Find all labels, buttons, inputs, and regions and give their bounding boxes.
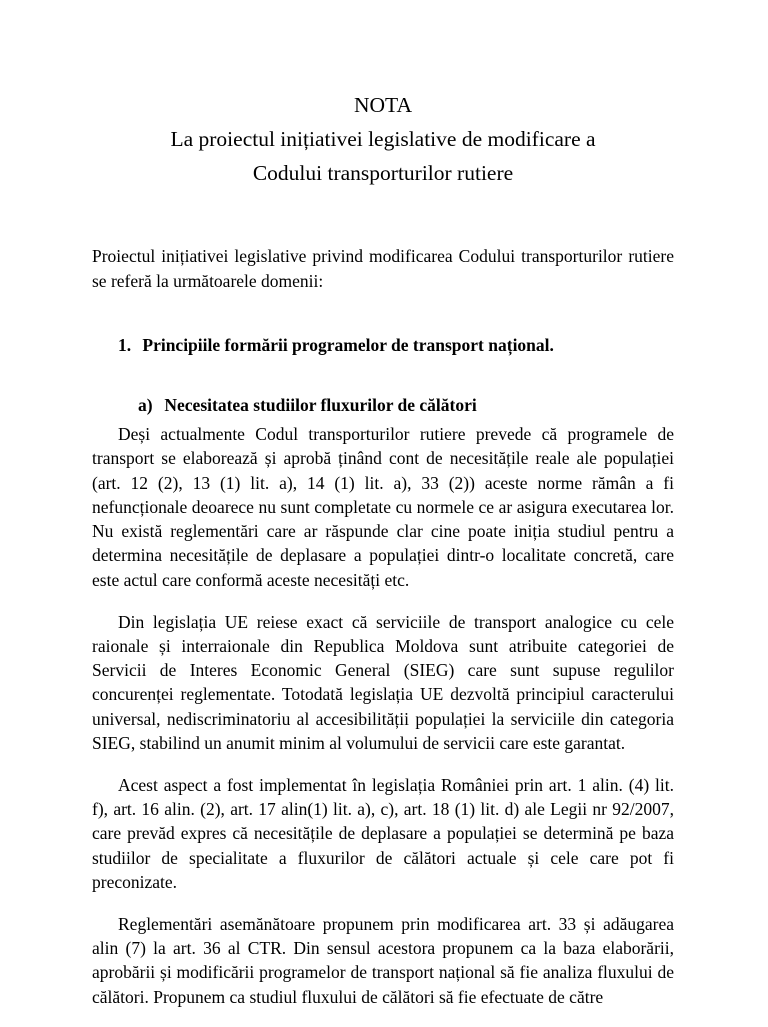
intro-paragraph: Proiectul inițiativei legislative privind modificarea Codului transporturilor rutiere se referă la următoarele domenii: — [92, 246, 674, 291]
body-paragraph-4: Reglementări asemănătoare propunem prin modificarea art. 33 și adăugarea alin (7) la art. 36 al CTR. Din sensul acestora propunem ca la baza elaborării, aprobării și modificării programelor de transport național să fie analiza fluxului de călători. Propunem ca studiul fluxului de călători să fie efectuate de către — [92, 913, 674, 1007]
body-paragraph-2: Din legislația UE reiese exact că serviciile de transport analogice cu cele raionale și interraionale din Republica Moldova sunt atribuite categoriei de Servicii de Interes Economic General (SIEG) care sunt supuse regulilor concurenței reglementate. Totodată legislația UE dezvoltă principiul caracterului universal, nediscriminatoriu al accesibilității populației la serviciile din categoria SIEG, stabilind un anumit minim al volumului de servicii care este garantat. — [92, 611, 674, 754]
subsection-title: Necesitatea studiilor fluxurilor de călători — [164, 395, 477, 415]
title-line-code: Codului transporturilor rutiere — [252, 161, 514, 185]
body-paragraph-3: Acest aspect a fost implementat în legislația României prin art. 1 alin. (4) lit. f), art. 16 alin. (2), art. 17 alin(1) lit. a), c), art. 18 (1) lit. d) ale Legii nr 92/2007, care prevăd expres că necesitățile de deplasare a populației se determină pe baza studiilor de specialitate a fluxurilor de călători actuale și cele care pot fi preconizate. — [92, 774, 674, 893]
section-heading-1 — [118, 332, 674, 358]
subsection-heading-a — [138, 392, 674, 418]
title-line-nota: NOTA — [354, 93, 412, 117]
document-page — [92, 88, 674, 1027]
body-paragraph-1: Deși actualmente Codul transporturilor rutiere prevede că programele de transport se elaborează și aprobă ținând cont de necesitățile reale ale populației (art. 12 (2), 13 (1) lit. a), 14 (1) lit. a), 33 (2)) aceste norme rămân a fi nefuncționale deoarece nu sunt completate cu normele ce ar asigura executarea lor. Nu există reglementări care ar răspunde clar cine poate iniția studiul pentru a determina necesitățile de deplasare a populației dintr-o localitate concretă, care este actul care conformă aceste necesități etc. — [92, 424, 674, 590]
title-line-subject: La proiectul inițiativei legislative de modificare a — [170, 127, 596, 151]
section-number: 1. — [118, 335, 132, 355]
document-title — [86, 88, 680, 190]
subsection-letter: a) — [138, 395, 153, 415]
section-title: Principiile formării programelor de transport național. — [142, 335, 554, 355]
